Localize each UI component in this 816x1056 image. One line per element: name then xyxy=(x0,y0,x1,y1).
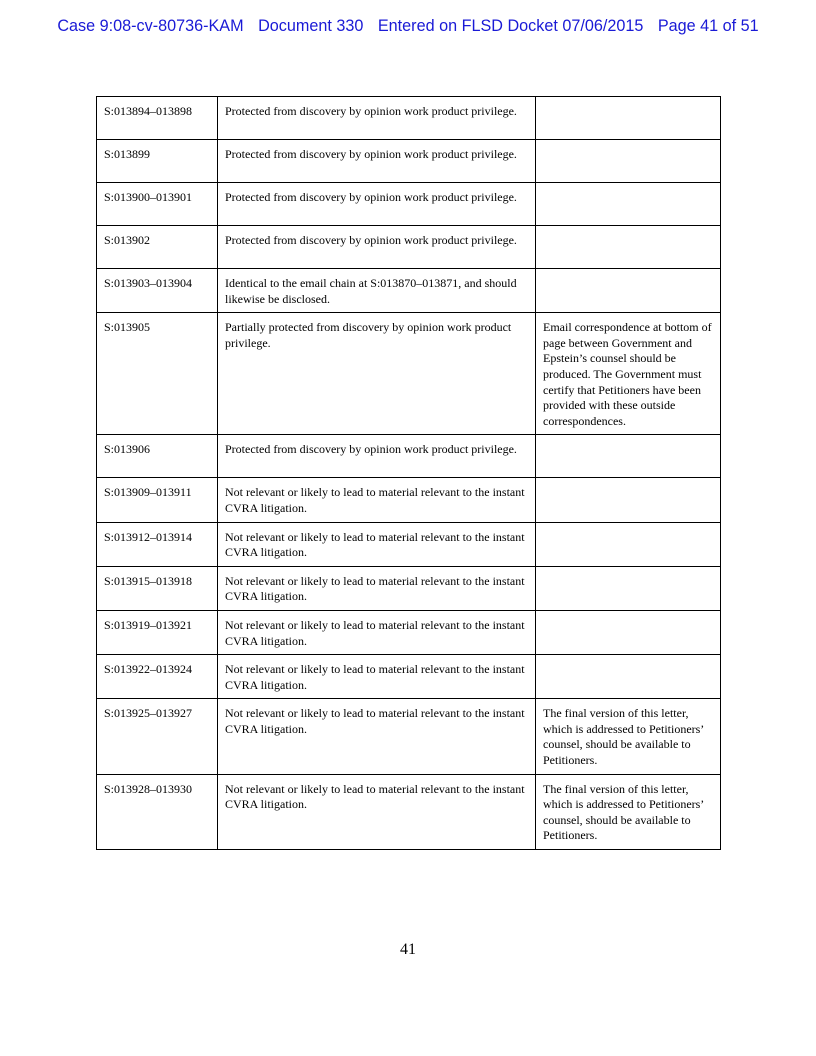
table-row xyxy=(97,566,721,610)
note-cell xyxy=(536,183,721,226)
table-row xyxy=(97,313,721,435)
table-row xyxy=(97,269,721,313)
table-row xyxy=(97,610,721,654)
table-row xyxy=(97,435,721,478)
note-cell xyxy=(536,566,721,610)
note-cell: The final version of this letter, which is addressed to Petitioners’ counsel, should be available to Petitioners. xyxy=(536,774,721,849)
note-cell xyxy=(536,610,721,654)
bates-number-cell: S:013905 xyxy=(97,313,218,435)
ruling-cell: Not relevant or likely to lead to material relevant to the instant CVRA litigation. xyxy=(218,478,536,522)
bates-number-cell: S:013919–013921 xyxy=(97,610,218,654)
bates-number-cell: S:013925–013927 xyxy=(97,699,218,774)
ruling-cell: Protected from discovery by opinion work product privilege. xyxy=(218,183,536,226)
table-row xyxy=(97,183,721,226)
bates-number-cell: S:013906 xyxy=(97,435,218,478)
ruling-cell: Partially protected from discovery by opinion work product privilege. xyxy=(218,313,536,435)
ruling-cell: Protected from discovery by opinion work product privilege. xyxy=(218,97,536,140)
table-row xyxy=(97,699,721,774)
document-number: Document 330 xyxy=(258,17,364,35)
bates-number-cell: S:013915–013918 xyxy=(97,566,218,610)
table-row xyxy=(97,522,721,566)
ruling-cell: Not relevant or likely to lead to material relevant to the instant CVRA litigation. xyxy=(218,566,536,610)
ruling-cell: Not relevant or likely to lead to material relevant to the instant CVRA litigation. xyxy=(218,774,536,849)
privilege-table xyxy=(96,96,721,850)
docket-entry: Entered on FLSD Docket 07/06/2015 xyxy=(377,17,644,35)
bates-number-cell: S:013922–013924 xyxy=(97,655,218,699)
page-indicator: Page 41 of 51 xyxy=(657,17,759,35)
note-cell xyxy=(536,655,721,699)
bates-number-cell: S:013899 xyxy=(97,140,218,183)
privilege-table-body xyxy=(97,97,721,850)
note-cell xyxy=(536,140,721,183)
case-number: Case 9:08-cv-80736-KAM xyxy=(57,17,244,35)
bates-number-cell: S:013912–013914 xyxy=(97,522,218,566)
ruling-cell: Not relevant or likely to lead to material relevant to the instant CVRA litigation. xyxy=(218,699,536,774)
note-cell xyxy=(536,478,721,522)
bates-number-cell: S:013928–013930 xyxy=(97,774,218,849)
ruling-cell: Protected from discovery by opinion work product privilege. xyxy=(218,435,536,478)
note-cell xyxy=(536,435,721,478)
page-number: 41 xyxy=(400,941,416,958)
bates-number-cell: S:013909–013911 xyxy=(97,478,218,522)
table-row xyxy=(97,478,721,522)
ruling-cell: Not relevant or likely to lead to material relevant to the instant CVRA litigation. xyxy=(218,655,536,699)
ruling-cell: Protected from discovery by opinion work product privilege. xyxy=(218,226,536,269)
note-cell xyxy=(536,522,721,566)
note-cell xyxy=(536,226,721,269)
note-cell: Email correspondence at bottom of page between Government and Epstein’s counsel should be produced. The Government must certify that Petitioners have been provided with these outside correspondences. xyxy=(536,313,721,435)
docket-header xyxy=(0,17,816,36)
bates-number-cell: S:013900–013901 xyxy=(97,183,218,226)
note-cell xyxy=(536,269,721,313)
note-cell: The final version of this letter, which is addressed to Petitioners’ counsel, should be available to Petitioners. xyxy=(536,699,721,774)
note-cell xyxy=(536,97,721,140)
table-row xyxy=(97,140,721,183)
bates-number-cell: S:013902 xyxy=(97,226,218,269)
bates-number-cell: S:013903–013904 xyxy=(97,269,218,313)
table-row xyxy=(97,774,721,849)
bates-number-cell: S:013894–013898 xyxy=(97,97,218,140)
ruling-cell: Identical to the email chain at S:013870–013871, and should likewise be disclosed. xyxy=(218,269,536,313)
table-row xyxy=(97,97,721,140)
ruling-cell: Protected from discovery by opinion work product privilege. xyxy=(218,140,536,183)
ruling-cell: Not relevant or likely to lead to material relevant to the instant CVRA litigation. xyxy=(218,610,536,654)
table-row xyxy=(97,226,721,269)
ruling-cell: Not relevant or likely to lead to material relevant to the instant CVRA litigation. xyxy=(218,522,536,566)
table-row xyxy=(97,655,721,699)
